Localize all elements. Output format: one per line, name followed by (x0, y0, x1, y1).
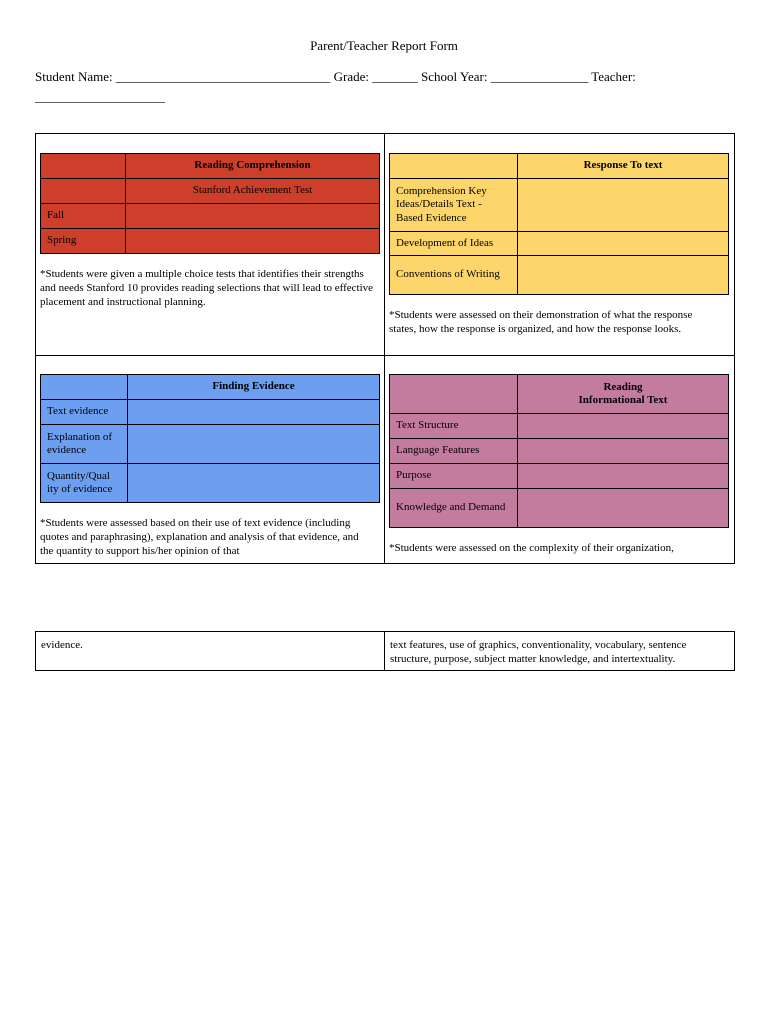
page-title: Parent/Teacher Report Form (310, 38, 458, 53)
continuation-divider (384, 631, 385, 671)
fe-score-cell[interactable] (128, 464, 380, 503)
rit-row-label: Text Structure (390, 414, 518, 439)
rc-corner-cell (41, 154, 126, 179)
fe-score-cell[interactable] (128, 400, 380, 425)
reading-comprehension-table (40, 153, 380, 254)
rc-row-label: Fall (41, 204, 126, 229)
rt-score-cell[interactable] (518, 256, 729, 295)
rit-note-continued: text features, use of graphics, conventionality, vocabulary, sentence structure, purpose, subject matter knowledge, and intertextuality. (390, 639, 687, 665)
rit-score-cell[interactable] (518, 414, 729, 439)
rit-score-cell[interactable] (518, 489, 729, 528)
rit-row-label: Purpose (390, 464, 518, 489)
rt-corner-cell (390, 154, 518, 179)
rc-fall-score[interactable] (126, 204, 380, 229)
rc-subtitle: Stanford Achievement Test (126, 179, 380, 204)
fe-corner-cell (41, 375, 128, 400)
rc-blank-cell (41, 179, 126, 204)
rit-row-label: Knowledge and Demand (390, 489, 518, 528)
reading-informational-text-table (389, 374, 729, 528)
rt-row-label: Conventions of Writing (390, 256, 518, 295)
fe-row-label: Text evidence (41, 400, 128, 425)
response-to-text-table (389, 153, 729, 295)
rit-row-label: Language Features (390, 439, 518, 464)
rc-spring-score[interactable] (126, 229, 380, 254)
rt-score-cell[interactable] (518, 232, 729, 256)
rt-title: Response To text (518, 154, 729, 179)
rc-note: *Students were given a multiple choice tests that identifies their strengths and needs Stanford 10 provides reading selections that will lead to effective placement and instructional planning. (40, 268, 374, 308)
fe-note-continued: evidence. (41, 639, 83, 651)
rit-note: *Students were assessed on the complexity of their organization, (389, 542, 674, 554)
rt-note: *Students were assessed on their demonstration of what the response states, how the response is organized, and how the response looks. (389, 309, 693, 335)
teacher-name-line: ____________________ (35, 89, 165, 104)
rit-corner-cell (390, 375, 518, 414)
rit-title (518, 375, 729, 414)
student-info-line: Student Name: _________________________________ Grade: _______ School Year: _______________ Teacher: (35, 69, 636, 84)
rc-title: Reading Comprehension (126, 154, 380, 179)
finding-evidence-table (40, 374, 380, 503)
fe-title: Finding Evidence (128, 375, 380, 400)
rit-score-cell[interactable] (518, 439, 729, 464)
fe-row-label: Quantity/Qual ity of evidence (41, 464, 128, 503)
rt-row-label: Comprehension Key Ideas/Details Text - Based Evidence (390, 179, 518, 232)
rit-title-line1: Reading (603, 380, 643, 393)
fe-row-label: Explanation of evidence (41, 425, 128, 464)
fe-score-cell[interactable] (128, 425, 380, 464)
grid-divider-vertical (384, 133, 385, 564)
rt-score-cell[interactable] (518, 179, 729, 232)
grid-divider-horizontal (35, 355, 735, 356)
rit-score-cell[interactable] (518, 464, 729, 489)
rc-row-label: Spring (41, 229, 126, 254)
rt-row-label: Development of Ideas (390, 232, 518, 256)
fe-note: *Students were assessed based on their use of text evidence (including quotes and paraphrasing), explanation and analysis of that evidence, and the quantity to support his/her opinion of that (40, 517, 359, 557)
rit-title-line2: Informational Text (578, 394, 668, 406)
